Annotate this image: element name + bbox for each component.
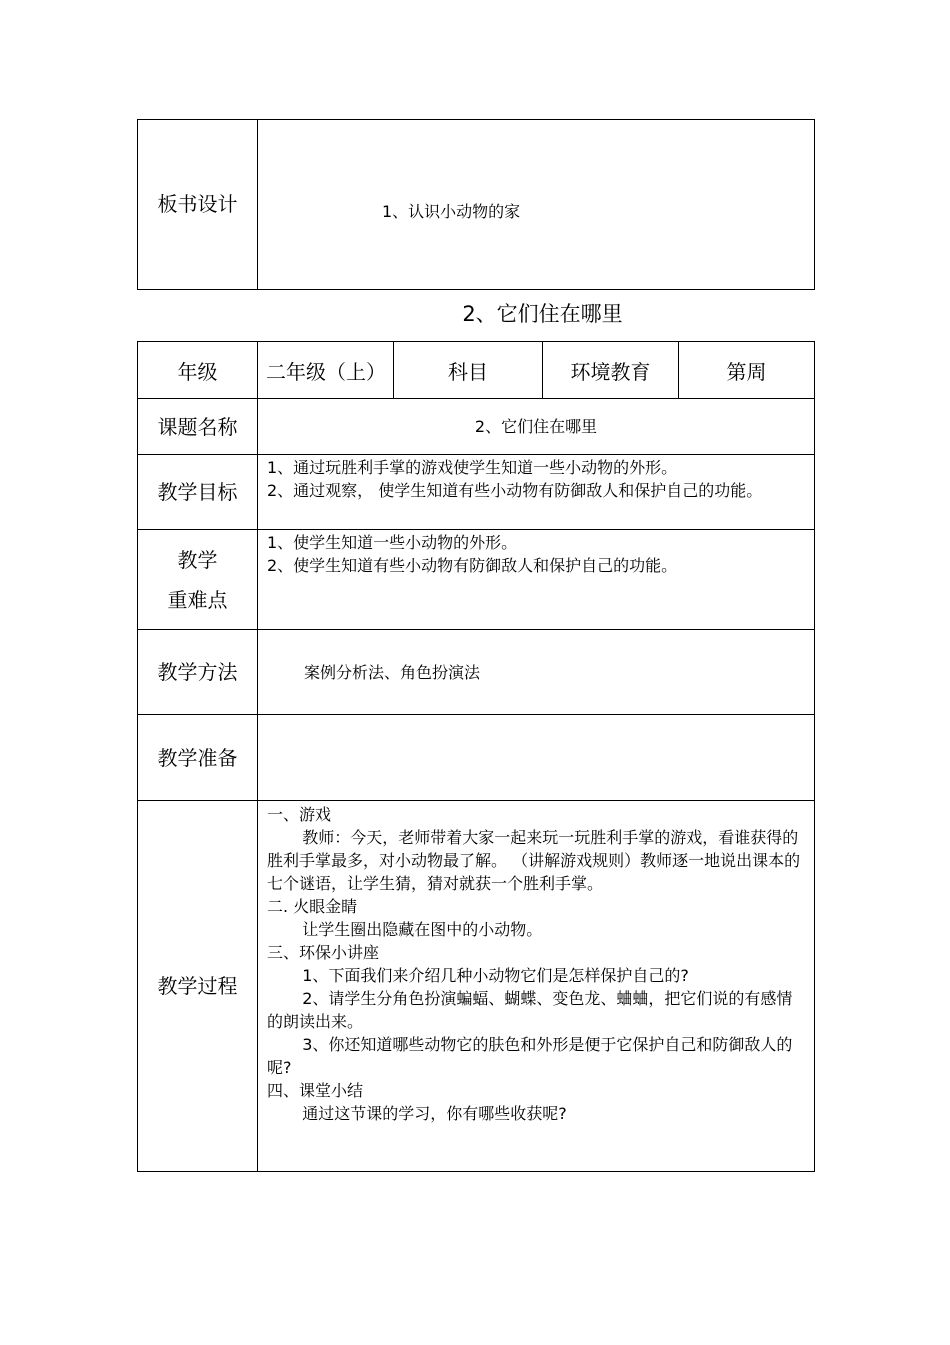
- topic-row: [138, 399, 815, 455]
- process-section2-title: 二. 火眼金睛: [267, 897, 358, 916]
- grade-value: 二年级（上）: [258, 342, 394, 399]
- process-section3-item2: 2、请学生分角色扮演蝙蝠、蝴蝶、变色龙、蛐蛐，把它们说的有感情的朗读出来。: [267, 989, 793, 1031]
- key-points-row: [138, 530, 815, 630]
- process-section3-item1: 1、下面我们来介绍几种小动物它们是怎样保护自己的?: [302, 966, 689, 985]
- methods-label: 教学方法: [138, 630, 258, 715]
- preparation-value: [258, 715, 815, 801]
- key-points-label-line-1: 教学: [177, 547, 218, 572]
- methods-value: [258, 630, 815, 715]
- methods-text: 案例分析法、角色扮演法: [304, 662, 481, 682]
- process-section2-text: 让学生圈出隐藏在图中的小动物。: [302, 920, 543, 939]
- board-design-table: [137, 119, 815, 290]
- process-section3-title: 三、环保小讲座: [267, 943, 380, 962]
- grade-label: 年级: [138, 342, 258, 399]
- objective-line-2: 2、通过观察， 使学生知道有些小动物有防御敌人和保护自己的功能。: [267, 481, 763, 500]
- key-points-label: [138, 530, 258, 630]
- lesson-plan-table: [137, 341, 815, 1172]
- topic-value: 2、它们住在哪里: [258, 399, 815, 455]
- objectives-row: [138, 455, 815, 530]
- objective-line-1: 1、通过玩胜利手掌的游戏使学生知道一些小动物的外形。: [267, 458, 678, 477]
- key-points-content: [258, 530, 815, 630]
- week-label: 第周: [679, 342, 815, 399]
- subject-label: 科目: [394, 342, 543, 399]
- key-points-label-line-2: 重难点: [167, 587, 228, 612]
- topic-label: 课题名称: [138, 399, 258, 455]
- preparation-label: 教学准备: [138, 715, 258, 801]
- key-point-line-2: 2、使学生知道有些小动物有防御敌人和保护自己的功能。: [267, 556, 678, 575]
- header-row: [138, 342, 815, 399]
- process-section1-text: 教师：今天，老师带着大家一起来玩一玩胜利手掌的游戏，看谁获得的胜利手掌最多，对小动物最了解。 （讲解游戏规则）教师逐一地说出课本的七个谜语，让学生猜，猜对就获一个胜利手掌。: [267, 828, 801, 893]
- process-section4-title: 四、课堂小结: [267, 1081, 364, 1100]
- process-section3-item3: 3、你还知道哪些动物它的肤色和外形是便于它保护自己和防御敌人的呢?: [267, 1035, 793, 1077]
- preparation-row: [138, 715, 815, 801]
- process-row: [138, 801, 815, 1172]
- subject-value: 环境教育: [543, 342, 679, 399]
- board-design-text: 1、认识小动物的家: [382, 202, 521, 221]
- lesson-title: 2、它们住在哪里: [462, 302, 623, 326]
- board-design-content: [258, 120, 815, 290]
- process-section4-text: 通过这节课的学习，你有哪些收获呢?: [302, 1104, 567, 1123]
- methods-row: [138, 630, 815, 715]
- objectives-label: 教学目标: [138, 455, 258, 530]
- key-point-line-1: 1、使学生知道一些小动物的外形。: [267, 533, 518, 552]
- process-label: 教学过程: [138, 801, 258, 1172]
- board-design-label: 板书设计: [138, 120, 258, 290]
- process-section1-title: 一、游戏: [267, 805, 332, 824]
- process-content: [258, 801, 815, 1172]
- objectives-content: [258, 455, 815, 530]
